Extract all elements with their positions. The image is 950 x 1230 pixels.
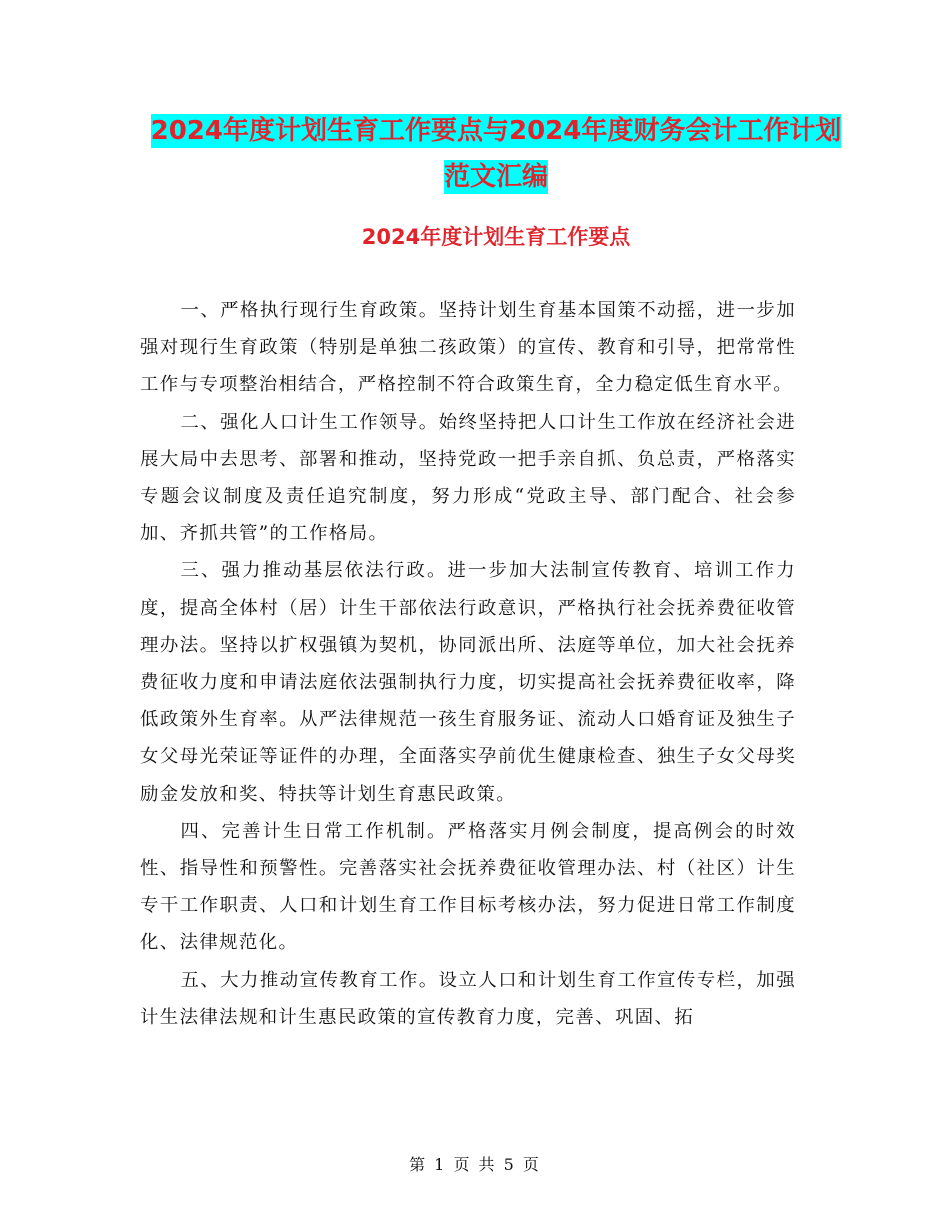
paragraph-5: 五、大力推动宣传教育工作。设立人口和计划生育工作宣传专栏，加强计生法律法规和计生惠民政策的宣传教育力度，完善、巩固、拓 <box>140 969 796 1028</box>
paragraph-2: 二、强化人口计生工作领导。始终坚持把人口计生工作放在经济社会进展大局中去思考、部署和推动，坚持党政一把手亲自抓、负总责，严格落实专题会议制度及责任追究制度，努力形成“党政主导、部门配合、社会参加、齐抓共管”的工作格局。 <box>140 411 796 545</box>
section-title: 2024年度计划生育工作要点 <box>361 225 631 249</box>
paragraph-3: 三、强力推动基层依法行政。进一步加大法制宣传教育、培训工作力度，提高全体村（居）计生干部依法行政意识，严格执行社会抚养费征收管理办法。坚持以扩权强镇为契机，协同派出所、法庭等单位，加大社会抚养费征收力度和申请法庭依法强制执行力度，切实提高社会抚养费征收率，降低政策外生育率。从严法律规范一孩生育服务证、流动人口婚育证及独生子女父母光荣证等证件的办理，全面落实孕前优生健康检查、独生子女父母奖励金发放和奖、特扶等计划生育惠民政策。 <box>140 560 796 805</box>
page-number-footer: 第 1 页 共 5 页 <box>409 1155 541 1174</box>
document-body <box>140 292 796 1036</box>
document-title <box>140 108 852 200</box>
paragraph-4: 四、完善计生日常工作机制。严格落实月例会制度，提高例会的时效性、指导性和预警性。完善落实社会抚养费征收管理办法、村（社区）计生专干工作职责、人口和计划生育工作目标考核办法，努力促进日常工作制度化、法律规范化。 <box>140 820 796 954</box>
paragraph-1: 一、严格执行现行生育政策。坚持计划生育基本国策不动摇，进一步加强对现行生育政策（特别是单独二孩政策）的宣传、教育和引导，把常常性工作与专项整治相结合，严格控制不符合政策生育，全力稳定低生育水平。 <box>140 300 796 396</box>
document-title-text: 2024年度计划生育工作要点与2024年度财务会计工作计划范文汇编 <box>150 116 842 192</box>
